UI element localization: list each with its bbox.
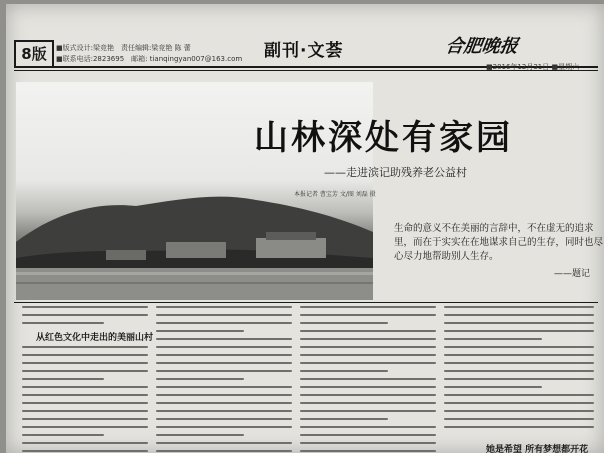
newspaper-masthead: 合肥晚报 [444, 36, 520, 57]
article-byline: 本报记者 曹宝芳 文/图 刘磊 摄 [294, 191, 376, 198]
body-top-rule [14, 302, 598, 303]
credit-line-editors: ■版式设计:梁竞艳 责任编辑:梁竞艳 陈 蕾 [56, 44, 191, 52]
page-number: 8版 [14, 40, 54, 68]
article-column-1 [22, 306, 148, 328]
crosshead-red-culture: 从红色文化中走出的美丽山村 [36, 333, 154, 343]
article-column-3 [300, 306, 436, 452]
article-column-4 [444, 306, 594, 438]
article-headline: 山林深处有家园 [254, 118, 513, 158]
section-title: 副刊·文荟 [264, 41, 344, 61]
article-column-1-body [22, 346, 148, 452]
article-column-2 [156, 306, 292, 452]
dateline: ■2016年12月31日 ■星期六 [486, 63, 580, 71]
article-epigraph: 生命的意义不在美丽的言辞中，不在虚无的追求里，而在于实实在在地谋求自己的生存，同时也尽心尽力地帮助别人生存。 [394, 223, 604, 262]
crosshead-dream: 她是希望 所有梦想都开花 [486, 445, 589, 453]
credit-line-contact: ■联系电话:2823695 邮箱: tianqingyan007@163.com [56, 55, 243, 63]
epigraph-signature: ——题记 [554, 269, 591, 279]
article-subhead: ——走进滨记助残养老公益村 [324, 166, 467, 179]
newspaper-page [6, 4, 604, 453]
